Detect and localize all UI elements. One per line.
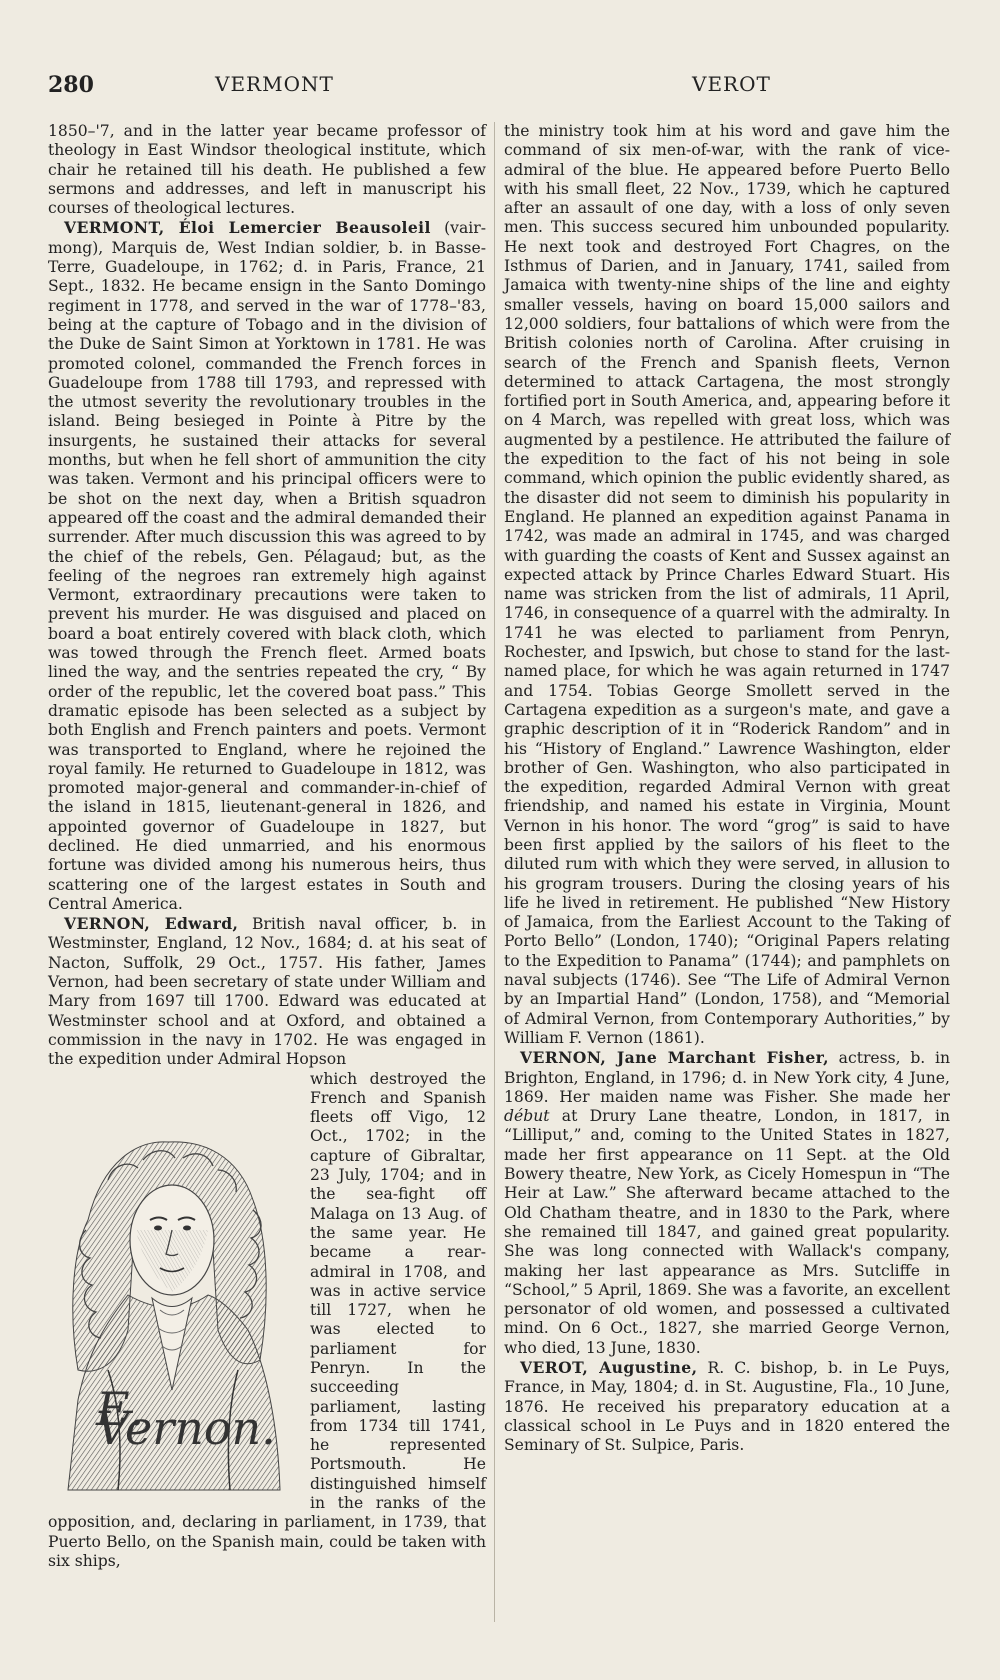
continued-paragraph-vernon: the ministry took him at his word and gave him the command of six men-of-war, with the rank of vice-admiral of the blue. He appeared before Puerto Bello with his small fleet, 22 Nov., 1739, which he captured after an assault of one day, with a loss of only seven men. This success secured him unbounded popularity. He next took and destroyed Fort Chagres, on the Isthmus of Darien, and in January, 1741, sailed from Jamaica with twenty-nine ships of the line and eighty smaller vessels, having on board 15,000 sailors and 12,000 soldiers, four battalions of which were from the British colonies north of Carolina. After cruising in search of the French and Spanish fleets, Vernon determined to attack Cartagena, the most strongly fortified port in South America, and, appearing before it on 4 March, was repelled with great loss, which was augmented by a pestilence. He attributed the failure of the expedition to the fact of his not being in sole command, which opinion the public evidently shared, as the disaster did not seem to diminish his popularity in England. He planned an expedition against Panama in 1742, was made an admiral in 1745, and was charged with guarding the coasts of Kent and Sussex against an expected attack by Prince Charles Edward Stuart. His name was stricken from the list of admirals, 11 April, 1746, in consequence of a quarrel with the admiralty. In 1741 he was elected to parliament from Penryn, Rochester, and Ipswich, but chose to stand for the last-named place, for which he was again returned in 1747 and 1754. Tobias George Smollett served in the Cartagena expedition as a surgeon's mate, and gave a graphic description of it in “Roderick Random” and in his “History of England.” Lawrence Washington, elder brother of Gen. Washington, who also participated in the expedition, regarded Admiral Vernon with great friendship, and named his estate in Virginia, Mount Vernon in his honor. The word “grog” is said to have been first applied by the sailors of his fleet to the diluted rum with which they were served, in allusion to his grogram trousers. During the closing years of his life he lived in retirement. He published “New History of Jamaica, from the Earliest Account to the Taking of Porto Bello” (London, 1740); “Original Papers relating to the Expedition to Panama” (1744); and pamphlets on naval subjects (1746). See “The Life of Admiral Vernon by an Impartial Hand” (London, 1758), and “Memorial of Admiral Vernon, from Contemporary Authorities,” by William F. Vernon (1861). — [504, 122, 950, 1047]
running-head-right: VEROT — [692, 72, 771, 96]
entry-text-verot: R. C. bishop, b. in Le Puys, France, in May, 1804; d. in St. Augustine, Fla., 10 June, 1876. He received his preparatory education at a classical school in Le Puys and in 1820 entered the Seminary of St. Sulpice, Paris. — [504, 1359, 950, 1455]
entry-headword-vermont: VERMONT, Éloi Lemercier Beausoleil — [64, 218, 431, 238]
entry-vernon-edward — [48, 914, 486, 1069]
continued-paragraph: 1850–'7, and in the latter year became professor of theology in East Windsor theological institute, which chair he retained till his death. He published a few sermons and addresses, and left in manuscript his courses of theological lectures. — [48, 122, 486, 218]
entry-text-vermont: (vair-mong), Marquis de, West Indian soldier, b. in Basse-Terre, Guadeloupe, in 1762; d. in Paris, France, 21 Sept., 1832. He became ensign in the Santo Domingo regiment in 1778, and served in the war of 1778–'83, being at the capture of Tobago and in the division of the Duke de Saint Simon at Yorktown in 1781. He was promoted colonel, commanded the French forces in Guadeloupe from 1788 till 1793, and repressed with the utmost severity the revolutionary troubles in the island. Being besieged in Pointe à Pitre by the insurgents, he sustained their attacks for several months, but when he fell short of ammunition the city was taken. Vermont and his principal officers were to be shot on the next day, when a British squadron appeared off the coast and the admiral demanded their surrender. After much discussion this was agreed to by the chief of the rebels, Gen. Pélagaud; but, as the feeling of the negroes ran extremely high against Vermont, extraordinary precautions were taken to prevent his murder. He was disguised and placed on board a boat entirely covered with black cloth, which was towed through the French fleet. Armed boats lined the way, and the sentries repeated the cry, “ By order of the republic, let the covered boat pass.” This dramatic episode has been selected as a subject by both English and French painters and poets. Vermont was transported to England, where he rejoined the royal family. He returned to Guadeloupe in 1812, was promoted major-general and commander-in-chief of the island in 1815, lieutenant-general in 1826, and appointed governor of Guadeloupe in 1827, but declined. He died unmarried, and his enormous fortune was divided among his numerous heirs, thus scattering one of the largest estates in South and Central America. — [48, 219, 487, 913]
signature-e-vernon: E. Vernon. — [96, 1381, 276, 1455]
running-head-left: VERMONT — [215, 72, 334, 96]
entry-headword-vernon-jane: VERNON, Jane Marchant Fisher, — [520, 1048, 829, 1068]
portrait-engraving — [48, 1070, 300, 1495]
entry-headword-verot: VEROT, Augustine, — [520, 1358, 698, 1377]
entry-text-debut: début — [504, 1107, 550, 1126]
page-number: 280 — [48, 72, 94, 98]
entry-verot — [504, 1358, 950, 1455]
entry-text-vernon-edward-wrap: which destroyed the French and Spanish fleets off Vigo, 12 Oct., 1702; in the capture of Gibraltar, 23 July, 1704; and in the sea-fight off Malaga on 13 Aug. of the same year. He became a rear-admiral in 1708, and was in active service till 1727, when he was elected to parliament for Penryn. In the succeeding parliament, lasting from 1734 till 1741, he represented Portsmouth. He distinguished himself in the ranks of the opposition, and, declaring in parliament, in 1739, that Puerto Bello, on the Spanish main, could be taken with six ships, — [48, 1069, 486, 1570]
right-column — [504, 122, 950, 1455]
left-column — [48, 122, 486, 1571]
wrap-block — [48, 1070, 486, 1572]
entry-vernon-jane — [504, 1048, 950, 1358]
entry-vermont — [48, 218, 486, 914]
entry-headword-vernon-edward: VERNON, Edward, — [64, 914, 239, 934]
column-divider — [494, 122, 495, 1622]
entry-text-vernon-edward: British naval officer, b. in Westminster, England, 12 Nov., 1684; d. at his seat of Nacton, Suffolk, 29 Oct., 1757. His father, James Vernon, had been secretary of state under William and Mary from 1697 till 1700. Edward was educated at Westminster school and at Oxford, and obtained a commission in the navy in 1702. He was engaged in the expedition under Admiral Hopson — [48, 915, 487, 1069]
entry-text-vernon-jane-2: at Drury Lane theatre, London, in 1817, in “Lilliput,” and, coming to the United States in 1827, made her first appearance on 11 Sept. at the Old Bowery theatre, New York, as Cicely Homespun in “The Heir at Law.” She afterward became attached to the Old Chatham theatre, and in 1830 to the Park, where she remained till 1847, and gained great popularity. She was long connected with Wallack's company, making her last appearance as Mrs. Sutcliffe in “School,” 5 April, 1869. She was a favorite, an excellent personator of old women, and possessed a cultivated mind. On 6 Oct., 1827, she married George Vernon, who died, 13 June, 1830. — [504, 1107, 950, 1357]
entry-text-vernon-jane-1: actress, b. in Brighton, England, in 1796; d. in New York city, 4 June, 1869. Her maiden name was Fisher. She made her — [504, 1049, 950, 1106]
